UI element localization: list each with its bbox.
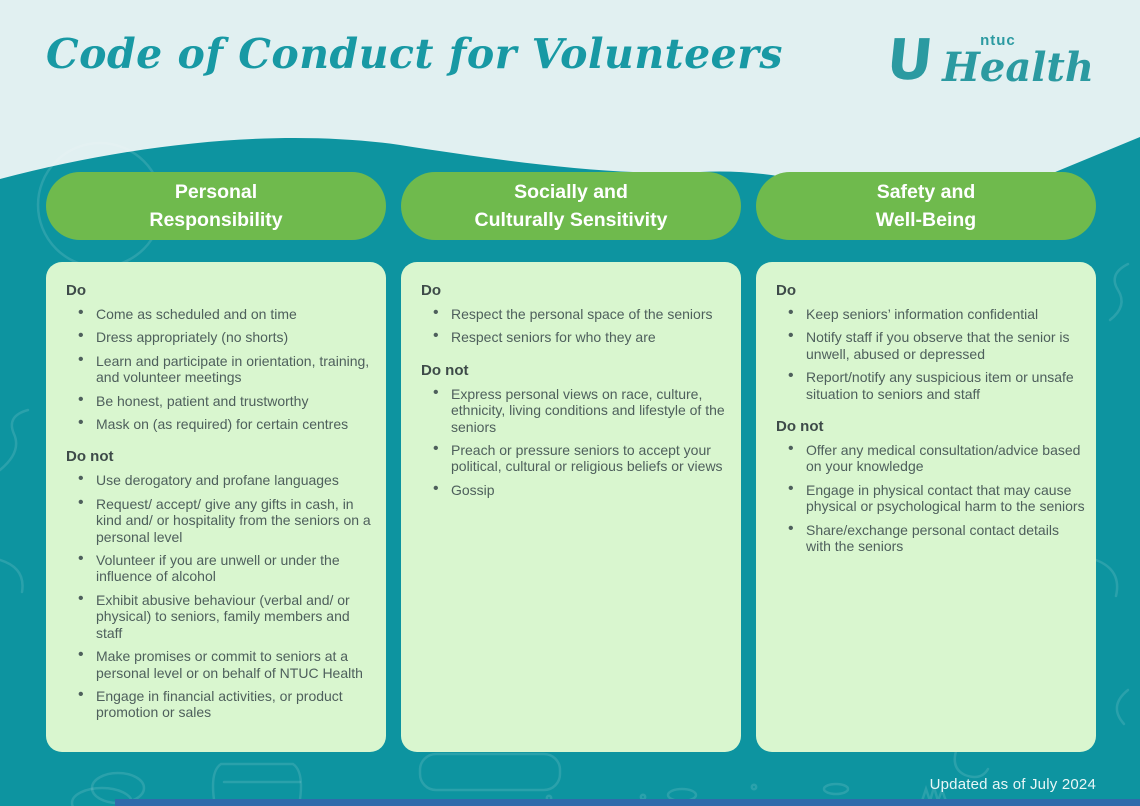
updated-date-note: Updated as of July 2024	[929, 776, 1096, 793]
do-not-heading: Do not	[66, 448, 114, 466]
pill-title-line1: Socially and	[514, 181, 628, 203]
bullet-item: • Preach or pressure seniors to accept your political, cultural or religious beliefs or views	[421, 442, 735, 475]
column-card	[401, 262, 741, 752]
column-personal-responsibility	[46, 172, 386, 752]
bullet-item: • Learn and participate in orientation, training, and volunteer meetings	[66, 353, 380, 386]
bullet-item: • Be honest, patient and trustworthy	[66, 393, 380, 409]
bullet-item: • Volunteer if you are unwell or under the influence of alcohol	[66, 552, 380, 585]
do-not-list	[62, 472, 380, 720]
bullet-item: • Make promises or commit to seniors at a personal level or on behalf of NTUC Health	[66, 648, 380, 681]
do-list	[417, 306, 735, 346]
do-list	[772, 306, 1090, 402]
page-title: Code of Conduct for Volunteers	[46, 30, 783, 78]
bullet-item: • Share/exchange personal contact details with the seniors	[776, 522, 1090, 555]
column-header-pill	[46, 172, 386, 240]
bullet-item: • Notify staff if you observe that the senior is unwell, abused or depressed	[776, 329, 1090, 362]
bullet-item: • Exhibit abusive behaviour (verbal and/ or physical) to seniors, family members and staff	[66, 592, 380, 641]
pill-title-line1: Personal	[174, 181, 258, 203]
ntuc-wordmark: ntuc	[980, 32, 1016, 49]
bullet-item: • Engage in physical contact that may cause physical or psychological harm to the seniors	[776, 482, 1090, 515]
do-not-list	[772, 442, 1090, 554]
bottom-accent-bar	[115, 799, 1140, 806]
pill-title-line2: Responsibility	[149, 209, 283, 231]
do-heading: Do	[421, 282, 441, 299]
bullet-item: • Come as scheduled and on time	[66, 306, 380, 322]
do-not-list	[417, 386, 735, 498]
column-card	[46, 262, 386, 752]
pill-title-line1: Safety and	[876, 181, 976, 203]
health-wordmark: Health	[942, 44, 1094, 91]
do-not-heading: Do not	[776, 418, 824, 436]
do-not-heading: Do not	[421, 361, 469, 379]
column-social-cultural-sensitivity	[401, 172, 741, 752]
ntuc-health-wordmark	[942, 32, 1094, 89]
do-list	[62, 306, 380, 432]
bullet-item: • Report/notify any suspicious item or unsafe situation to seniors and staff	[776, 369, 1090, 402]
column-card	[756, 262, 1096, 752]
do-heading: Do	[776, 282, 796, 299]
column-header-pill	[401, 172, 741, 240]
bullet-item: • Request/ accept/ give any gifts in cash, in kind and/ or hospitality from the seniors on a personal level	[66, 496, 380, 545]
do-heading: Do	[66, 282, 86, 299]
bullet-item: • Offer any medical consultation/advice based on your knowledge	[776, 442, 1090, 475]
bullet-item: • Keep seniors’ information confidential	[776, 306, 1090, 322]
pill-title-line2: Culturally Sensitivity	[474, 209, 668, 231]
bullet-item: • Engage in financial activities, or product promotion or sales	[66, 688, 380, 721]
bullet-item: • Express personal views on race, culture, ethnicity, living conditions and lifestyle of the seniors	[421, 386, 735, 435]
bullet-item: • Dress appropriately (no shorts)	[66, 329, 380, 345]
column-safety-wellbeing	[756, 172, 1096, 752]
bullet-item: • Respect seniors for who they are	[421, 329, 735, 345]
ntuc-health-logo	[883, 28, 1094, 93]
conduct-columns	[46, 172, 1096, 752]
bullet-item: • Gossip	[421, 482, 735, 498]
bullet-item: • Mask on (as required) for certain centres	[66, 416, 380, 432]
pill-title-line2: Well-Being	[875, 209, 977, 231]
ntuc-u-icon: U	[883, 28, 936, 93]
bullet-item: • Respect the personal space of the seniors	[421, 306, 735, 322]
column-header-pill	[756, 172, 1096, 240]
bullet-item: • Use derogatory and profane languages	[66, 472, 380, 488]
